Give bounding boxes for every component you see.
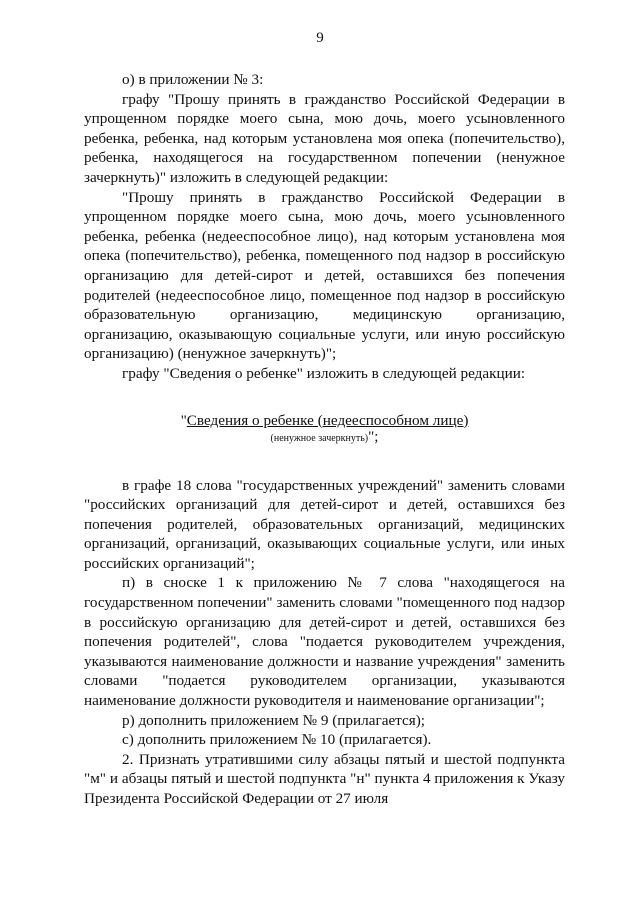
paragraph-new-wording: "Прошу принять в гражданство Российской Федерации в упрощенном порядке моего сына, мою дочь, моего усыновленного ребенка, ребенка (недееспособное лицо), над которым установлена моя опека (попечительство), ребенка, помещенного под надзор в российскую организацию для детей-сирот и детей, оставшихся без попечения родителей (недееспособное лицо, помещенное под надзор в российскую образовательную организацию, медицинскую организацию, организацию, оказывающую социальные услуги, или иную российскую организацию) (ненужное зачеркнуть)"; (84, 188, 565, 363)
paragraph-column-child-info: графу "Сведения о ребенке" изложить в следующей редакции: (122, 364, 526, 382)
paragraph-item-o: о) в приложении № 3: (122, 71, 264, 88)
paragraph-column-18: в графе 18 слова "государственных учреждений" заменить словами "российских организаций для детей-сирот и детей, оставшихся без попечения родителей, образовательных организаций, медицинских организаций, организаций, оказывающих социальные услуги, или иных российских организаций"; (84, 476, 565, 572)
quote-close: "; (368, 428, 379, 445)
column-note (84, 430, 565, 446)
centered-column-heading (84, 411, 565, 446)
paragraph-column-request: графу "Прошу принять в гражданство Российской Федерации в упрощенном порядке моего сына, мою дочь, моего усыновленного ребенка, ребенка, над которым установлена моя опека (попечительство), ребенка, находящегося на государственном попечении (ненужное зачеркнуть)" изложить в следующей редакции: (84, 90, 565, 186)
column-title (84, 411, 565, 430)
column-note-text: (ненужное зачеркнуть) (270, 432, 369, 444)
document-body (84, 70, 565, 809)
paragraph-item-r: р) дополнить приложением № 9 (прилагается); (122, 711, 426, 729)
column-title-text: Сведения о ребенке (недееспособном лице) (186, 411, 469, 429)
quote-open: " (180, 411, 187, 429)
paragraph-item-s: с) дополнить приложением № 10 (прилагается). (122, 731, 432, 749)
paragraph-point-2: 2. Признать утратившими силу абзацы пятый и шестой подпункта "м" и абзацы пятый и шестой подпункта "н" пункта 4 приложения к Указу Президента Российской Федерации от 27 июля (84, 750, 565, 807)
paragraph-item-p: п) в сноске 1 к приложению № 7 слова "находящегося на государственном попечении" заменить словами "помещенного под надзор в российскую организацию для детей-сирот и детей, оставшихся без попечения родителей", слова "подается руководителем учреждения, указываются наименование должности и название учреждения" заменить словами "подается руководителем организации, указываются наименование должности руководителя и наименование организации"; (84, 574, 565, 710)
page-number: 9 (316, 30, 324, 46)
